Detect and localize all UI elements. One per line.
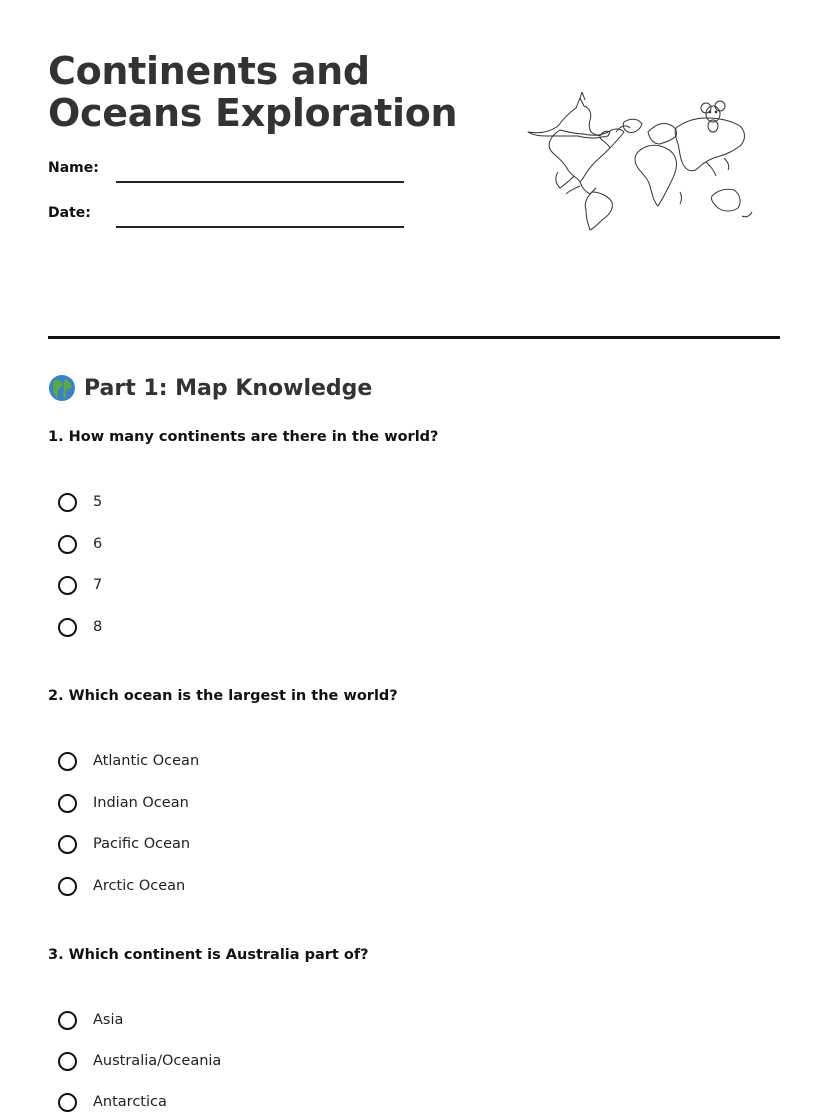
radio-button[interactable] — [58, 618, 77, 637]
q1-option-2[interactable] — [58, 531, 102, 557]
date-field-row — [48, 205, 408, 229]
name-field[interactable] — [116, 181, 404, 183]
option-label: 7 — [93, 577, 103, 593]
radio-button[interactable] — [58, 835, 77, 854]
q2-option-3[interactable] — [58, 831, 190, 857]
world-map-illustration — [520, 92, 760, 232]
radio-button[interactable] — [58, 493, 77, 512]
question-2: 2. Which ocean is the largest in the world? — [48, 688, 398, 704]
option-label: Indian Ocean — [93, 795, 189, 811]
option-label: Antarctica — [93, 1094, 167, 1110]
section-title — [48, 374, 372, 402]
q2-option-2[interactable] — [58, 790, 189, 816]
radio-button[interactable] — [58, 1093, 77, 1112]
radio-button[interactable] — [58, 794, 77, 813]
radio-button[interactable] — [58, 1011, 77, 1030]
q3-option-1[interactable] — [58, 1007, 123, 1033]
worksheet-title: Continents and Oceans Exploration — [48, 49, 458, 135]
option-label: 5 — [93, 494, 103, 510]
radio-button[interactable] — [58, 535, 77, 554]
option-label: Australia/Oceania — [93, 1053, 222, 1069]
radio-button[interactable] — [58, 752, 77, 771]
q1-option-3[interactable] — [58, 572, 102, 598]
radio-button[interactable] — [58, 576, 77, 595]
globe-icon — [48, 374, 76, 402]
q3-option-3[interactable] — [58, 1089, 167, 1115]
header-divider — [48, 336, 780, 339]
option-label: 8 — [93, 619, 103, 635]
radio-button[interactable] — [58, 877, 77, 896]
q3-option-2[interactable] — [58, 1048, 221, 1074]
date-label: Date: — [48, 205, 91, 221]
question-1: 1. How many continents are there in the world? — [48, 429, 439, 445]
name-field-row — [48, 160, 408, 184]
q2-option-4[interactable] — [58, 873, 185, 899]
date-field[interactable] — [116, 226, 404, 228]
option-label: Atlantic Ocean — [93, 753, 200, 769]
radio-button[interactable] — [58, 1052, 77, 1071]
q1-option-1[interactable] — [58, 489, 102, 515]
option-label: Pacific Ocean — [93, 836, 191, 852]
q2-option-1[interactable] — [58, 748, 199, 774]
q1-option-4[interactable] — [58, 614, 102, 640]
option-label: Asia — [93, 1012, 124, 1028]
option-label: 6 — [93, 536, 103, 552]
section-title-text: Part 1: Map Knowledge — [84, 375, 373, 401]
option-label: Arctic Ocean — [93, 878, 186, 894]
name-label: Name: — [48, 160, 99, 176]
question-3: 3. Which continent is Australia part of? — [48, 947, 369, 963]
